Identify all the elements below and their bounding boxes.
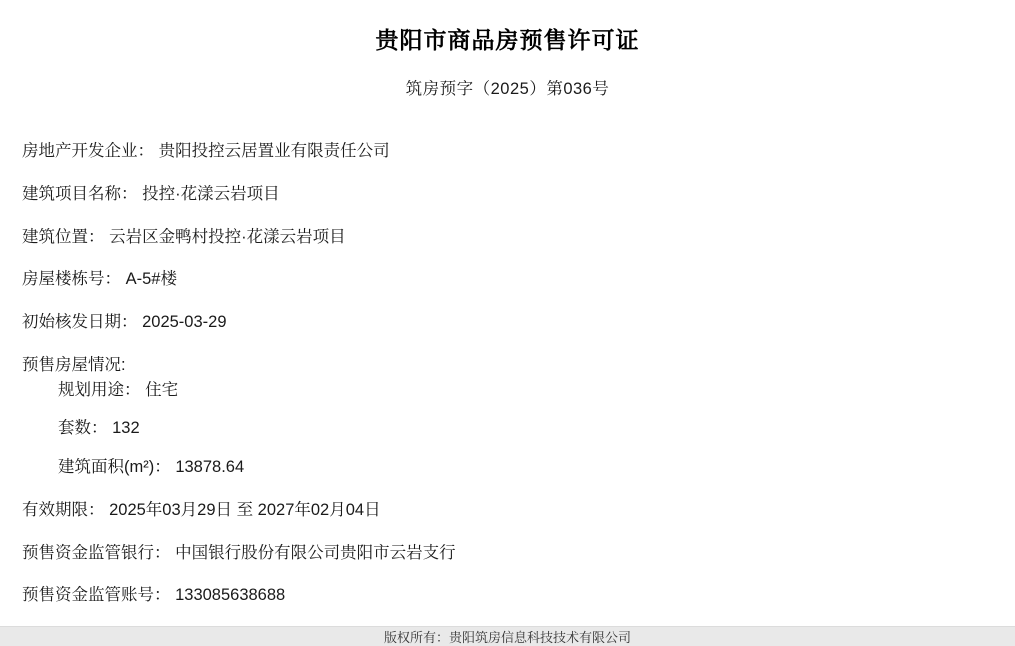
field-issue-date-value: 2025-03-29	[142, 313, 227, 331]
field-issue-date	[22, 310, 993, 335]
field-valid-period-label: 有效期限：	[22, 500, 105, 519]
field-location-value: 云岩区金鸭村投控·花漾云岩项目	[109, 227, 346, 246]
field-project-name	[22, 182, 993, 207]
presale-usage	[22, 378, 993, 403]
field-supervision-bank-label: 预售资金监管银行：	[22, 543, 171, 562]
field-valid-period-value: 2025年03月29日 至 2027年02月04日	[109, 500, 381, 519]
field-developer	[22, 139, 993, 164]
footer-copyright: 版权所有：贵阳筑房信息科技技术有限公司	[383, 630, 631, 645]
field-supervision-bank	[22, 541, 993, 566]
field-list	[0, 139, 1015, 608]
field-supervision-account	[22, 583, 993, 608]
presale-usage-value: 住宅	[145, 380, 179, 399]
field-developer-label: 房地产开发企业：	[22, 142, 154, 160]
field-project-name-label: 建筑项目名称：	[22, 184, 138, 203]
presale-unit-count-label: 套数：	[58, 419, 108, 438]
field-location-label: 建筑位置：	[22, 227, 105, 246]
field-valid-period	[22, 498, 993, 523]
page-title: 贵阳市商品房预售许可证	[375, 27, 640, 53]
presale-floor-area-value: 13878.64	[175, 458, 245, 476]
field-project-name-value: 投控·花漾云岩项目	[142, 184, 280, 203]
field-location	[22, 225, 993, 250]
field-issue-date-label: 初始核发日期：	[22, 313, 138, 331]
presale-usage-label: 规划用途：	[58, 380, 141, 399]
field-supervision-account-value: 133085638688	[175, 586, 286, 605]
field-developer-value: 贵阳投控云居置业有限责任公司	[158, 142, 390, 160]
presale-unit-count-value: 132	[112, 419, 140, 438]
presale-floor-area	[22, 455, 993, 480]
certificate-number: 筑房预字（2025）第036号	[405, 80, 610, 98]
field-supervision-bank-value: 中国银行股份有限公司贵阳市云岩支行	[175, 543, 456, 562]
presale-floor-area-label: 建筑面积(m²)：	[58, 458, 171, 476]
field-supervision-account-label: 预售资金监管账号：	[22, 586, 171, 605]
presale-unit-count	[22, 416, 993, 441]
field-building-number-label: 房屋楼栋号：	[22, 270, 121, 289]
presale-section-label: 预售房屋情况:	[22, 355, 126, 374]
footer	[0, 626, 1015, 646]
field-building-number	[22, 267, 993, 292]
field-building-number-value: A-5#楼	[125, 270, 177, 289]
